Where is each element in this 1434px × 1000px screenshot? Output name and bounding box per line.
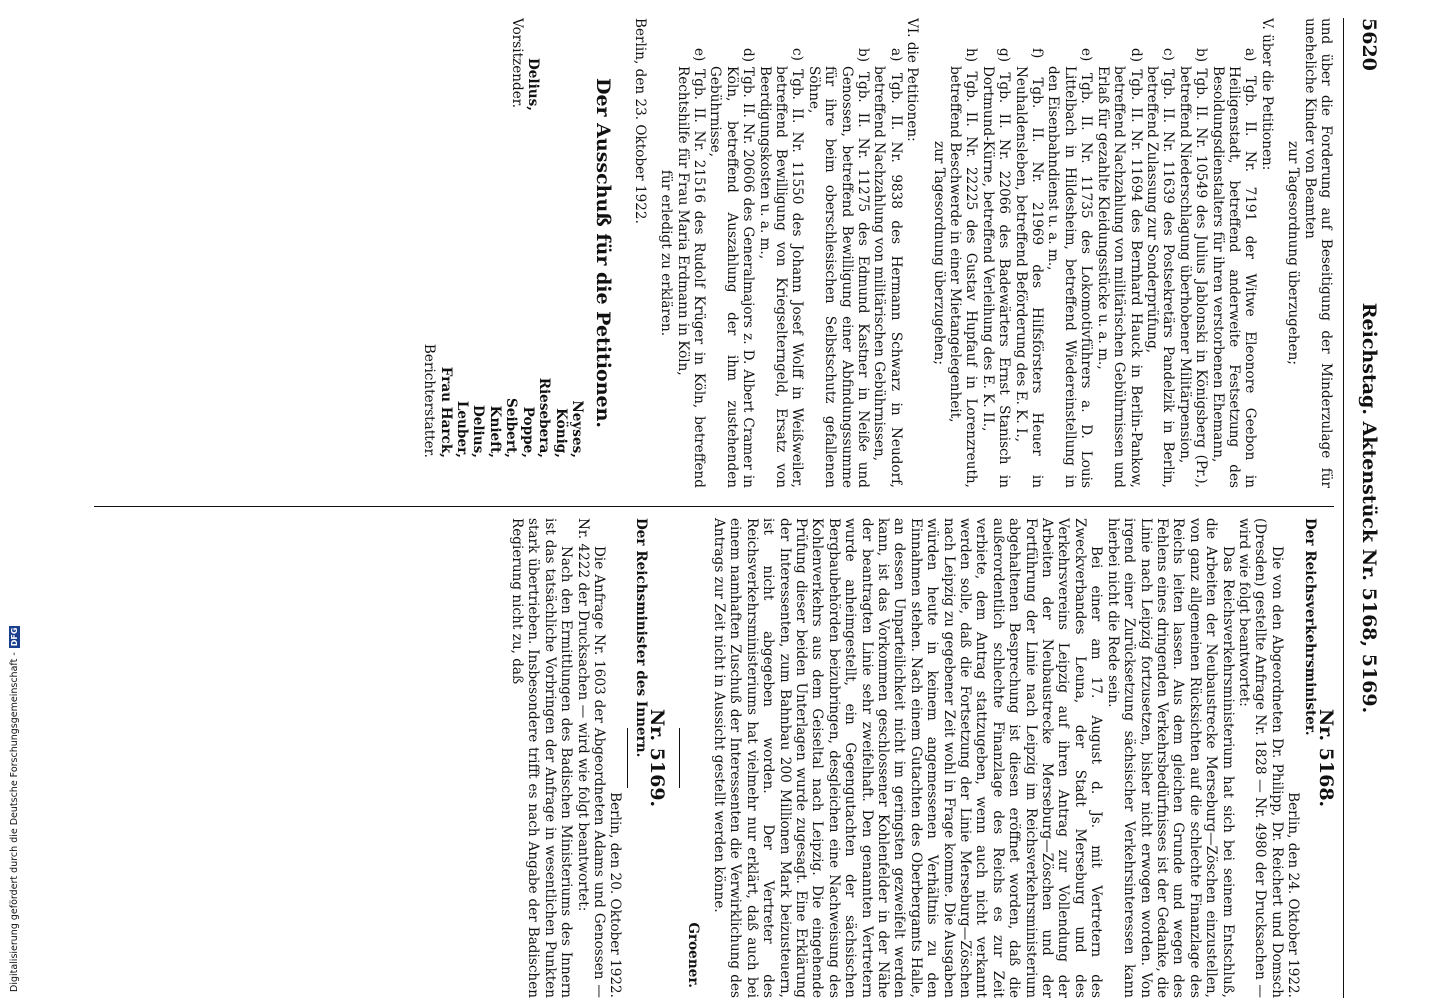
digitization-credit-sidebar: [0, 0, 26, 1000]
chair-role: Vorsitzender.: [508, 18, 525, 109]
inquiry-intro-1603: Die Anfrage Nr. 1603 der Abgeordneten Adams und Genossen — Nr. 4222 der Drucksachen — wird wie folgt beantwortet:: [574, 518, 607, 998]
petition-item: c) Tgb. II. Nr. 11550 des Johann Josef Wolff in Weißweiler, betreffend Bewilligung von Kriegselterngeld, Ersatz von Beerdigungskosten u. a. m.,: [756, 48, 806, 488]
settled-text: für erledigt zu erklären.: [658, 169, 675, 337]
petition-item: a) Tgb. II. Nr. 9838 des Hermann Schwarz in Neudorf, betreffend Nachzahlung von militärischen Gebührnissen,: [871, 48, 904, 488]
committee-member: Poppe,: [519, 406, 536, 458]
petition-item: b) Tgb. II. Nr. 10549 des Julius Jablonski in Königsberg (Pr.), betreffend Niederschlagung überhobener Militärpension,: [1176, 48, 1210, 488]
committee-member: Delius,: [470, 404, 487, 458]
answer-paragraph-2: Bei einer am 17. August d. Js. mit Vertretern des Zweckverbandes Leuna, der Stadt Merseburg und des Verkehrsvereins Leipzig auf ihren Antrag zur Vollendung der Arbeiten der Neubaustrecke Merseburg—Zöschen und der Fortführung der Linie nach Leipzig im Reichsverkehrsministerium abgehaltenen Besprechung ist diesen eröffnet worden, daß die außerordentlich schlechte Finanzlage des Reichs es zur Zeit verbiete, dem Antrag stattzugeben, wenn auch nicht verkannt werden solle, daß die Fortsetzung der Linie Merseburg—Zöschen nach Leipzig zu gegebener Zeit wohl in Frage komme. Die Ausgaben würden heute in keinem angemessenen Verhältnis zu den Einnahmen stehen. Nach einem Gutachten des Oberbergamts Halle, an dessen Unparteilichkeit nicht im geringsten gezweifelt werden kann, ist das Vorkommen geschlossener Kohlenfelder in der Nähe der beantragten Linie sehr zweifelhaft. Den genannten Vertretern wurde anheimgestellt, ein Gegengutachten der sächsischen Bergbaubehörden beizubringen, desgleichen eine Nachweisung des Kohlenverkehrs aus dem Geiseltal nach Leipzig. Die eingehende Prüfung dieser beiden Unterlagen wurde zugesagt. Eine Erklärung der Interessenten, zum Bahnbau 200 Millionen Mark beizusteuern, ist nicht abgegeben worden. Der Vertreter des Reichsverkehrsministeriums hat vielmehr nur erklärt, daß auch bei einem namhaften Zuschuß der Interessenten die Verwirklichung des Antrags zur Zeit nicht in Aussicht gestellt werden könne.: [710, 518, 1105, 998]
page-number: 5620: [1358, 18, 1380, 71]
separator-rule-2: [627, 728, 628, 788]
petition-item: h) Tgb. II. Nr. 22225 des Gustav Hupfauf in Lorenzreuth, betreffend Beschwerde in einer Mietangelegenheit,: [947, 48, 980, 488]
rotated-document: [88, 18, 1388, 998]
to-agenda: zur Tagesordnung überzugehen;: [1285, 140, 1302, 366]
ministry-transport: Der Reichsverkehrsminister.: [1301, 518, 1318, 736]
nr-5168-heading: Nr. 5168.: [1315, 708, 1337, 808]
header-rule: [1343, 18, 1344, 998]
petition-list-vi: [674, 18, 904, 488]
petition-item: a) Tgb. II. Nr. 7191 der Witwe Eleonore Geebon in Heiligenstadt, betreffend anderweite Festsetzung des Besoldungsdienstalters für ihren verstorbenen Ehemann,: [1209, 48, 1259, 488]
petition-item: e) Tgb. II. Nr. 11735 des Lokomotivführers a. D. Louis Littelbach in Hildesheim, betreffend Wiedereinstellung in den Eisenbahndienst u. a. m.,: [1045, 48, 1095, 488]
committee-member: Neyses,: [568, 400, 585, 458]
committee-member: Frau Harck,: [437, 366, 454, 458]
page-header: [1340, 18, 1380, 998]
separator-rule: [679, 728, 680, 788]
committee-member: Riesebera,: [536, 377, 553, 458]
petition-item: g) Tgb. II. Nr. 22066 des Badewärters Ernst Stanisch in Dortmund-Kürne, betreffend Verleihung des E. K. II.,: [979, 48, 1013, 488]
ministry-interior: Der Reichsminister des Innern.: [632, 518, 649, 758]
dateline: Berlin, den 23. Oktober 1922.: [631, 18, 648, 224]
committee-name: Der Ausschuß für die Petitionen.: [592, 77, 615, 429]
committee-member: Seibert,: [503, 398, 520, 458]
committee-member: König,: [552, 408, 569, 458]
petition-list-v: [947, 18, 1259, 488]
petition-item: f) Tgb. II. Nr. 21969 des Hilfsförsters Heuer in Neuhaldensleben, betreffend Beförderung des E. K. I.,: [1012, 48, 1046, 488]
chair-name: Delius,: [524, 58, 541, 112]
digitization-credit: [9, 0, 20, 992]
column-divider: [94, 506, 1334, 507]
section-vi-heading: VI. die Petitionen:: [904, 18, 921, 142]
intro-text: und über die Forderung auf Beseitigung der Minderzulage für uneheliche Kinder von Beamten: [1301, 18, 1334, 488]
left-column: [421, 18, 1334, 488]
to-agenda-2: zur Tagesordnung überzugehen;: [930, 140, 947, 366]
petition-item: d) Tgb. II. Nr. 20606 des Generalmajors z. D. Albert Cramer in Köln, betreffend Auszahlung der ihm zustehenden Gebührnisse,: [707, 48, 757, 488]
dfg-logo-icon: DFG: [10, 627, 19, 647]
petition-item: b) Tgb. II. Nr. 11275 des Edmund Kastner in Neiße und Genossen, betreffend Bewilligung einer Abfindungssumme für ihre beim oberschlesischen Selbstschutz gefallenen Söhne,: [805, 48, 872, 488]
petition-item: c) Tgb. II. Nr. 11639 des Postsekretärs Pandelzik in Berlin, betreffend Zulassung zur Sonderprüfung,: [1143, 48, 1177, 488]
rapporteur-role: Berichterstatter.: [421, 343, 438, 458]
signature-groener: Groener.: [684, 922, 701, 988]
committee-members: [437, 344, 585, 458]
petition-item: d) Tgb. II. Nr. 11694 des Bernhard Hauck in Berlin-Pankow, betreffend Nachzahlung von militärischen Gebührnissen und Erlaß für gezahlte Kleidungsstücke u. a. m.,: [1094, 48, 1144, 488]
answer-paragraph-1: Das Reichsverkehrsministerium hat sich bei seinem Entschluß, die Arbeiten der Neubaustrecke Merseburg—Zöschen einzustellen, von ganz allgemeinen Rücksichten auf die schlechte Finanzlage des Reichs leiten lassen. Aus dem gleichen Grunde und wegen des Fehlens eines dringenden Verkehrsbedürfnisses ist der Gedanke, die Linie nach Leipzig fortzusetzen, bisher nicht erwogen worden. Von irgend einer Zurücksetzung sächsischer Verkehrsinteressen kann hierbei nicht die Rede sein.: [1104, 518, 1236, 998]
inquiry-intro-1828: Die von den Abgeordneten Dr. Philipp, Dr. Reichert und Domsch (Dresden) gestellte Anfrage Nr. 1828 — Nr. 4980 der Drucksachen — wird wie folgt beantwortet:: [1235, 518, 1285, 998]
committee-member: Knieft,: [486, 405, 503, 458]
page-title: Reichstag. Aktenstück Nr. 5168, 5169.: [1358, 302, 1380, 714]
credit-text: Digitalisierung gefördert durch die Deutsche Forschungsgemeinschaft -: [9, 652, 20, 992]
date-5168: Berlin, den 24. Oktober 1922.: [1285, 792, 1302, 998]
committee-member: Leuber,: [454, 400, 471, 458]
answer-paragraph-3: Nach den Ermittlungen des Badischen Ministeriums des Innern ist das tatsächliche Vorbringen der Anfrage in wesentlichen Punkten stark übertrieben. Insbesondere trifft es nach Angabe der Badischen Regierung nicht zu, daß: [508, 518, 575, 998]
date-5169: Berlin, den 20. Oktober 1922.: [607, 792, 624, 998]
petition-item: e) Tgb. II. Nr. 21516 des Rudolf Krüger in Köln, betreffend Rechtshilfe für Frau Maria Erdmann in Köln,: [674, 48, 707, 488]
nr-5169-heading: Nr. 5169.: [646, 708, 669, 808]
section-v-heading: V. über die Petitionen:: [1258, 18, 1275, 171]
right-column: [509, 518, 1335, 998]
